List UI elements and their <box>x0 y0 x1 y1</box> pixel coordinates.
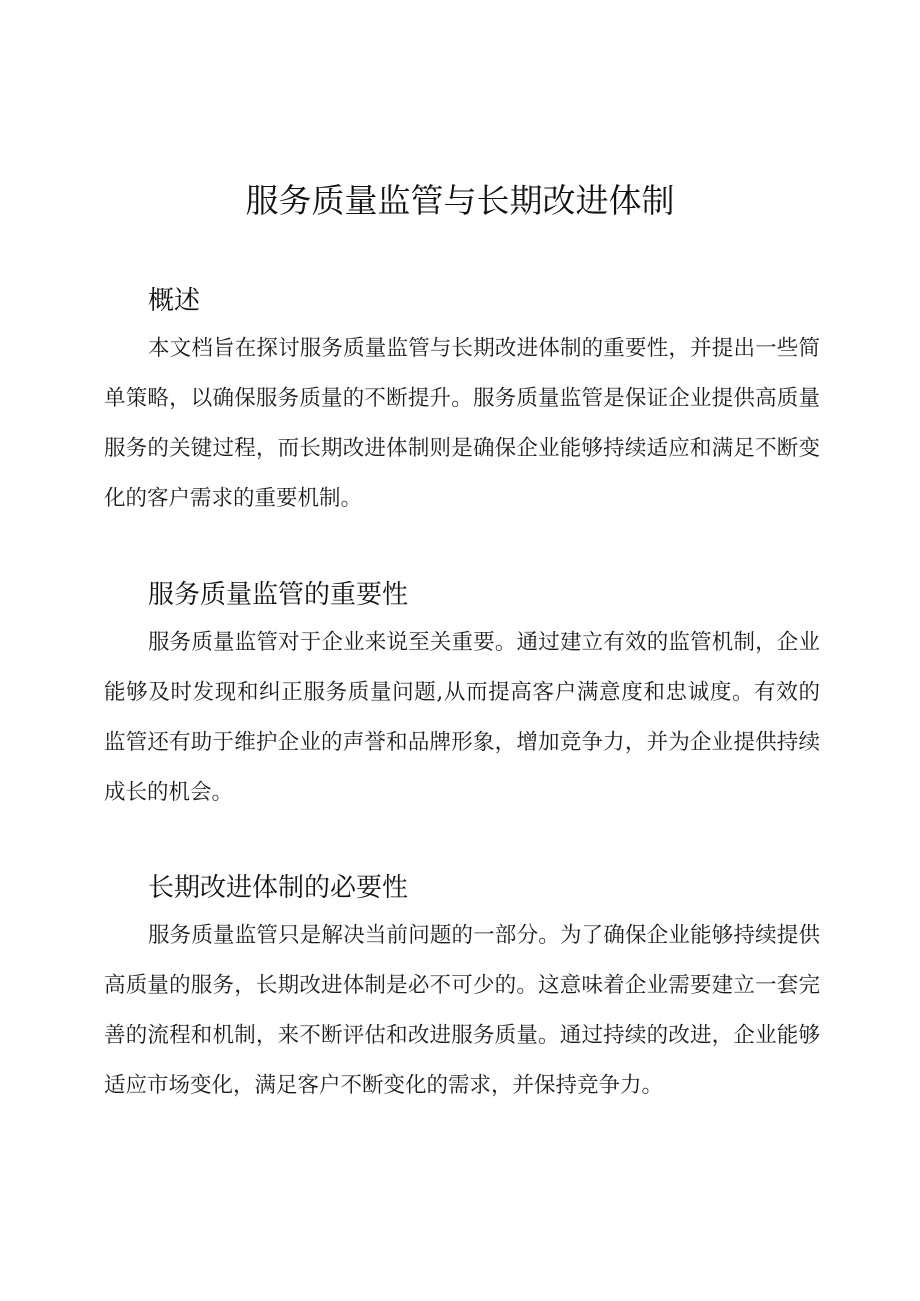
section-importance <box>104 575 820 818</box>
section-necessity <box>104 868 820 1111</box>
section-paragraph: 服务质量监管对于企业来说至关重要。通过建立有效的监管机制，企业能够及时发现和纠正服务质量问题,从而提高客户满意度和忠诚度。有效的监管还有助于维护企业的声誉和品牌形象，增加竞争力，并为企业提供持续成长的机会。 <box>104 630 820 805</box>
section-heading: 长期改进体制的必要性 <box>148 873 409 903</box>
section-heading: 服务质量监管的重要性 <box>148 580 409 610</box>
section-heading: 概述 <box>148 286 201 316</box>
section-paragraph: 服务质量监管只是解决当前问题的一部分。为了确保企业能够持续提供高质量的服务，长期改进体制是必不可少的。这意味着企业需要建立一套完善的流程和机制，来不断评估和改进服务质量。通过持续的改进，企业能够适应市场变化，满足客户不断变化的需求，并保持竞争力。 <box>104 923 820 1098</box>
section-overview <box>104 281 820 524</box>
document-title: 服务质量监管与长期改进体制 <box>245 181 675 220</box>
section-paragraph: 本文档旨在探讨服务质量监管与长期改进体制的重要性，并提出一些简单策略，以确保服务质量的不断提升。服务质量监管是保证企业提供高质量服务的关键过程，而长期改进体制则是确保企业能够持续适应和满足不断变化的客户需求的重要机制。 <box>104 336 820 511</box>
